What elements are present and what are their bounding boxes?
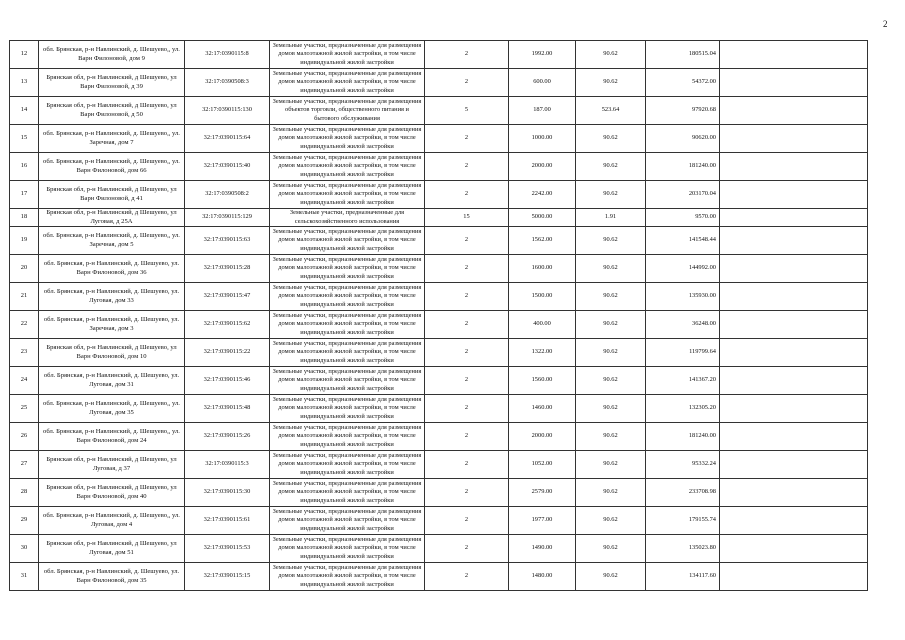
table-row	[10, 451, 868, 479]
land-use-cell: Земельные участки, предназначенные для размещения домов малоэтажной жилой застройки, в том числе индивидуальной жилой застройки	[270, 423, 425, 451]
table-row	[10, 311, 868, 339]
cadastral-value-cell: 97920.68	[646, 97, 720, 125]
empty-cell	[720, 153, 868, 181]
address-cell: обл. Брянская, р-н Навлинский, д. Шешуево,, ул. Варн Филоновой, дом 9	[39, 41, 185, 69]
land-use-cell: Земельные участки, предназначенные для размещения домов малоэтажной жилой застройки, в том числе индивидуальной жилой застройки	[270, 395, 425, 423]
cadastral-number-cell: 32:17:0390508:2	[185, 181, 270, 209]
row-number-cell: 26	[10, 423, 39, 451]
specific-value-cell: 90.62	[576, 153, 646, 181]
empty-cell	[720, 227, 868, 255]
empty-cell	[720, 423, 868, 451]
group-number-cell: 2	[425, 479, 509, 507]
row-number-cell: 27	[10, 451, 39, 479]
specific-value-cell: 90.62	[576, 367, 646, 395]
cadastral-number-cell: 32:17:0390115:26	[185, 423, 270, 451]
group-number-cell: 2	[425, 423, 509, 451]
address-cell: обл. Брянская, р-н Навлинский, д. Шешуево,, ул. Заречная, дом 7	[39, 125, 185, 153]
specific-value-cell: 90.62	[576, 479, 646, 507]
area-cell: 2242.00	[509, 181, 576, 209]
group-number-cell: 2	[425, 41, 509, 69]
address-cell: Брянская обл, р-н Навлинский, д Шешуево, ул Варн Филоновой, д 39	[39, 69, 185, 97]
row-number-cell: 22	[10, 311, 39, 339]
land-use-cell: Земельные участки, предназначенные для размещения домов малоэтажной жилой застройки, в том числе индивидуальной жилой застройки	[270, 563, 425, 591]
group-number-cell: 2	[425, 181, 509, 209]
group-number-cell: 2	[425, 227, 509, 255]
table-row	[10, 97, 868, 125]
table-row	[10, 339, 868, 367]
row-number-cell: 23	[10, 339, 39, 367]
address-cell: обл. Брянская, р-н Навлинский, д. Шешуево,, ул. Заречная, дом 5	[39, 227, 185, 255]
area-cell: 1052.00	[509, 451, 576, 479]
table-row	[10, 41, 868, 69]
address-cell: обл. Брянская, р-н Навлинский, д. Шешуево, ул. Луговая, дом 31	[39, 367, 185, 395]
cadastral-value-cell: 90620.00	[646, 125, 720, 153]
area-cell: 5000.00	[509, 209, 576, 227]
cadastral-number-cell: 32:17:0390115:3	[185, 451, 270, 479]
empty-cell	[720, 507, 868, 535]
row-number-cell: 14	[10, 97, 39, 125]
specific-value-cell: 90.62	[576, 563, 646, 591]
cadastral-number-cell: 32:17:0390115:53	[185, 535, 270, 563]
specific-value-cell: 90.62	[576, 507, 646, 535]
specific-value-cell: 90.62	[576, 125, 646, 153]
cadastral-number-cell: 32:17:0390115:48	[185, 395, 270, 423]
row-number-cell: 16	[10, 153, 39, 181]
group-number-cell: 2	[425, 367, 509, 395]
group-number-cell: 2	[425, 125, 509, 153]
address-cell: обл. Брянская, р-н Навлинский, д. Шешуево, ул. Заречная, дом 3	[39, 311, 185, 339]
specific-value-cell: 90.62	[576, 311, 646, 339]
address-cell: обл. Брянская, р-н Навлинский, д. Шешуево,, ул. Варн Филоновой, дом 24	[39, 423, 185, 451]
cadastral-value-cell: 203170.04	[646, 181, 720, 209]
row-number-cell: 29	[10, 507, 39, 535]
area-cell: 1480.00	[509, 563, 576, 591]
group-number-cell: 2	[425, 451, 509, 479]
table-row	[10, 283, 868, 311]
area-cell: 1322.00	[509, 339, 576, 367]
row-number-cell: 13	[10, 69, 39, 97]
address-cell: обл. Брянская, р-н Навлинский, д. Шешуево, ул. Луговая, дом 33	[39, 283, 185, 311]
address-cell: Брянская обл, р-н Навлинский, д Шешуево, ул Варн Филоновой, дом 40	[39, 479, 185, 507]
cadastral-value-cell: 233708.98	[646, 479, 720, 507]
table-row	[10, 255, 868, 283]
cadastral-value-cell: 141367.20	[646, 367, 720, 395]
empty-cell	[720, 181, 868, 209]
cadastral-number-cell: 32:17:0390115:129	[185, 209, 270, 227]
specific-value-cell: 523.64	[576, 97, 646, 125]
table-row	[10, 395, 868, 423]
group-number-cell: 2	[425, 395, 509, 423]
address-cell: Брянская обл, р-н Навлинский, д Шешуево, ул Луговая, д 37	[39, 451, 185, 479]
land-use-cell: Земельные участки, предназначенные для размещения домов малоэтажной жилой застройки, в том числе индивидуальной жилой застройки	[270, 153, 425, 181]
table-row	[10, 479, 868, 507]
cadastral-number-cell: 32:17:0390115:64	[185, 125, 270, 153]
row-number-cell: 21	[10, 283, 39, 311]
row-number-cell: 17	[10, 181, 39, 209]
land-use-cell: Земельные участки, предназначенные для размещения домов малоэтажной жилой застройки, в том числе индивидуальной жилой застройки	[270, 227, 425, 255]
empty-cell	[720, 451, 868, 479]
group-number-cell: 2	[425, 153, 509, 181]
land-use-cell: Земельные участки, предназначенные для размещения объектов торговли, общественного питания и бытового обслуживания	[270, 97, 425, 125]
land-use-cell: Земельные участки, предназначенные для размещения домов малоэтажной жилой застройки, в том числе индивидуальной жилой застройки	[270, 535, 425, 563]
land-use-cell: Земельные участки, предназначенные для размещения домов малоэтажной жилой застройки, в том числе индивидуальной жилой застройки	[270, 451, 425, 479]
specific-value-cell: 90.62	[576, 535, 646, 563]
land-use-cell: Земельные участки, предназначенные для размещения домов малоэтажной жилой застройки, в том числе индивидуальной жилой застройки	[270, 181, 425, 209]
specific-value-cell: 90.62	[576, 283, 646, 311]
cadastral-value-cell: 181240.00	[646, 423, 720, 451]
specific-value-cell: 90.62	[576, 339, 646, 367]
specific-value-cell: 90.62	[576, 451, 646, 479]
cadastral-number-cell: 32:17:0390115:46	[185, 367, 270, 395]
specific-value-cell: 90.62	[576, 395, 646, 423]
address-cell: обл. Брянская, р-н Навлинский, д. Шешуево,, ул. Луговая, дом 35	[39, 395, 185, 423]
table-row	[10, 535, 868, 563]
cadastral-value-cell: 54372.00	[646, 69, 720, 97]
row-number-cell: 30	[10, 535, 39, 563]
land-use-cell: Земельные участки, предназначенные для размещения домов малоэтажной жилой застройки, в том числе индивидуальной жилой застройки	[270, 283, 425, 311]
table-row	[10, 125, 868, 153]
table-row	[10, 181, 868, 209]
area-cell: 1560.00	[509, 367, 576, 395]
land-use-cell: Земельные участки, предназначенные для сельскохозяйственного использования	[270, 209, 425, 227]
land-use-cell: Земельные участки, предназначенные для размещения домов малоэтажной жилой застройки, в том числе индивидуальной жилой застройки	[270, 255, 425, 283]
cadastral-value-cell: 181240.00	[646, 153, 720, 181]
table-row	[10, 227, 868, 255]
group-number-cell: 5	[425, 97, 509, 125]
empty-cell	[720, 563, 868, 591]
empty-cell	[720, 283, 868, 311]
cadastral-number-cell: 32:17:0390115:130	[185, 97, 270, 125]
land-use-cell: Земельные участки, предназначенные для размещения домов малоэтажной жилой застройки, в том числе индивидуальной жилой застройки	[270, 367, 425, 395]
cadastral-value-cell: 119799.64	[646, 339, 720, 367]
table-row	[10, 367, 868, 395]
table-row	[10, 153, 868, 181]
group-number-cell: 2	[425, 283, 509, 311]
specific-value-cell: 1.91	[576, 209, 646, 227]
row-number-cell: 20	[10, 255, 39, 283]
address-cell: обл. Брянская, р-н Навлинский, д. Шешуево, ул. Варн Филоновой, дом 35	[39, 563, 185, 591]
area-cell: 1000.00	[509, 125, 576, 153]
table-row	[10, 563, 868, 591]
row-number-cell: 19	[10, 227, 39, 255]
empty-cell	[720, 209, 868, 227]
specific-value-cell: 90.62	[576, 227, 646, 255]
cadastral-value-cell: 180515.04	[646, 41, 720, 69]
group-number-cell: 2	[425, 507, 509, 535]
empty-cell	[720, 367, 868, 395]
cadastral-number-cell: 32:17:0390508:3	[185, 69, 270, 97]
area-cell: 600.00	[509, 69, 576, 97]
cadastral-number-cell: 32:17:0390115:40	[185, 153, 270, 181]
table-row	[10, 69, 868, 97]
cadastral-value-cell: 179155.74	[646, 507, 720, 535]
area-cell: 1992.00	[509, 41, 576, 69]
empty-cell	[720, 41, 868, 69]
group-number-cell: 2	[425, 255, 509, 283]
row-number-cell: 28	[10, 479, 39, 507]
empty-cell	[720, 255, 868, 283]
specific-value-cell: 90.62	[576, 41, 646, 69]
table-row	[10, 507, 868, 535]
empty-cell	[720, 311, 868, 339]
cadastral-value-cell: 36248.00	[646, 311, 720, 339]
empty-cell	[720, 479, 868, 507]
table-row	[10, 423, 868, 451]
area-cell: 187.00	[509, 97, 576, 125]
area-cell: 2579.00	[509, 479, 576, 507]
cadastral-value-cell: 9570.00	[646, 209, 720, 227]
address-cell: обл. Брянская, р-н Навлинский, д. Шешуево,, ул. Варн Филоновой, дом 66	[39, 153, 185, 181]
group-number-cell: 2	[425, 311, 509, 339]
empty-cell	[720, 125, 868, 153]
cadastral-value-cell: 132305.20	[646, 395, 720, 423]
address-cell: Брянская обл, р-н Навлинский, д Шешуево, ул Варн Филоновой, д 50	[39, 97, 185, 125]
cadastral-number-cell: 32:17:0390115:30	[185, 479, 270, 507]
area-cell: 1460.00	[509, 395, 576, 423]
land-use-cell: Земельные участки, предназначенные для размещения домов малоэтажной жилой застройки, в том числе индивидуальной жилой застройки	[270, 69, 425, 97]
row-number-cell: 12	[10, 41, 39, 69]
group-number-cell: 2	[425, 69, 509, 97]
row-number-cell: 25	[10, 395, 39, 423]
cadastral-value-cell: 135023.80	[646, 535, 720, 563]
group-number-cell: 2	[425, 339, 509, 367]
cadastral-number-cell: 32:17:0390115:62	[185, 311, 270, 339]
group-number-cell: 2	[425, 535, 509, 563]
cadastral-value-cell: 134117.60	[646, 563, 720, 591]
land-use-cell: Земельные участки, предназначенные для размещения домов малоэтажной жилой застройки, в том числе индивидуальной жилой застройки	[270, 125, 425, 153]
land-use-cell: Земельные участки, предназначенные для размещения домов малоэтажной жилой застройки, в том числе индивидуальной жилой застройки	[270, 339, 425, 367]
table-row	[10, 209, 868, 227]
cadastral-number-cell: 32:17:0390115:15	[185, 563, 270, 591]
cadastral-number-cell: 32:17:0390115:22	[185, 339, 270, 367]
land-use-cell: Земельные участки, предназначенные для размещения домов малоэтажной жилой застройки, в том числе индивидуальной жилой застройки	[270, 41, 425, 69]
area-cell: 2000.00	[509, 423, 576, 451]
cadastral-value-cell: 144992.00	[646, 255, 720, 283]
area-cell: 400.00	[509, 311, 576, 339]
address-cell: обл. Брянская, р-н Навлинский, д. Шешуево,, ул. Луговая, дом 4	[39, 507, 185, 535]
specific-value-cell: 90.62	[576, 181, 646, 209]
area-cell: 1977.00	[509, 507, 576, 535]
land-use-cell: Земельные участки, предназначенные для размещения домов малоэтажной жилой застройки, в том числе индивидуальной жилой застройки	[270, 479, 425, 507]
address-cell: Брянская обл, р-н Навлинский, д Шешуево, ул Варн Филоновой, д 41	[39, 181, 185, 209]
empty-cell	[720, 535, 868, 563]
cadastral-value-table	[9, 40, 868, 591]
empty-cell	[720, 395, 868, 423]
area-cell: 1500.00	[509, 283, 576, 311]
area-cell: 1490.00	[509, 535, 576, 563]
area-cell: 2000.00	[509, 153, 576, 181]
address-cell: обл. Брянская, р-н Навлинский, д. Шешуево, ул. Варн Филоновой, дом 36	[39, 255, 185, 283]
cadastral-value-cell: 141548.44	[646, 227, 720, 255]
area-cell: 1562.00	[509, 227, 576, 255]
specific-value-cell: 90.62	[576, 255, 646, 283]
page-number: 2	[883, 19, 888, 29]
area-cell: 1600.00	[509, 255, 576, 283]
cadastral-number-cell: 32:17:0390115:47	[185, 283, 270, 311]
specific-value-cell: 90.62	[576, 69, 646, 97]
row-number-cell: 15	[10, 125, 39, 153]
specific-value-cell: 90.62	[576, 423, 646, 451]
cadastral-number-cell: 32:17:0390115:28	[185, 255, 270, 283]
cadastral-number-cell: 32:17:0390115:61	[185, 507, 270, 535]
empty-cell	[720, 97, 868, 125]
address-cell: Брянская обл, р-н Навлинский, д Шешуево, ул Луговая, дом 51	[39, 535, 185, 563]
cadastral-number-cell: 32:17:0390115:63	[185, 227, 270, 255]
group-number-cell: 15	[425, 209, 509, 227]
empty-cell	[720, 69, 868, 97]
cadastral-value-cell: 95332.24	[646, 451, 720, 479]
address-cell: Брянская обл, р-н Навлинский, д Шешуево, ул Луговая, д 25А	[39, 209, 185, 227]
row-number-cell: 31	[10, 563, 39, 591]
land-use-cell: Земельные участки, предназначенные для размещения домов малоэтажной жилой застройки, в том числе индивидуальной жилой застройки	[270, 311, 425, 339]
cadastral-value-cell: 135930.00	[646, 283, 720, 311]
cadastral-number-cell: 32:17:0390115:8	[185, 41, 270, 69]
group-number-cell: 2	[425, 563, 509, 591]
row-number-cell: 18	[10, 209, 39, 227]
row-number-cell: 24	[10, 367, 39, 395]
empty-cell	[720, 339, 868, 367]
land-use-cell: Земельные участки, предназначенные для размещения домов малоэтажной жилой застройки, в том числе индивидуальной жилой застройки	[270, 507, 425, 535]
address-cell: Брянская обл, р-н Навлинский, д Шешуево, ул Варн Филоновой, дом 10	[39, 339, 185, 367]
table-body	[10, 41, 868, 591]
